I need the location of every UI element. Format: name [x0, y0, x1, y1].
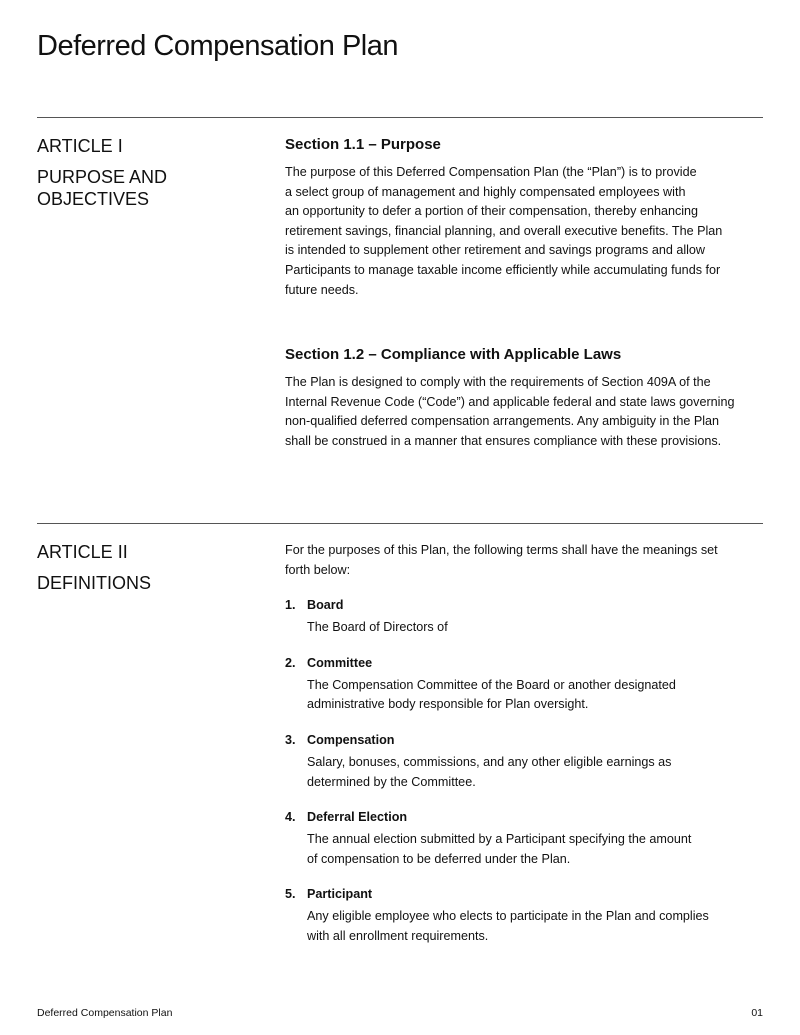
footer-title: Deferred Compensation Plan: [37, 1007, 173, 1019]
section-text: The Plan is designed to comply with the requirements of Section 409A of the Internal Revenue Code (“Code”) and applicable federal and state laws governing non-qualified deferred compensation arrangements. Any ambiguity in the Plan shall be construed in a manner that ensures compliance with these provisions.: [285, 375, 735, 448]
definition-text: The Board of Directors of: [307, 620, 448, 635]
divider: [37, 523, 763, 524]
article-name: PURPOSE AND OBJECTIVES: [37, 167, 168, 209]
divider: [37, 117, 763, 118]
section-1-2: [285, 346, 765, 451]
definition-item: [285, 733, 765, 792]
article-number: ARTICLE II: [37, 542, 128, 562]
definition-text: The annual election submitted by a Participant specifying the amount of compensation to be deferred under the Plan.: [307, 832, 692, 866]
item-number: 4.: [285, 810, 296, 825]
definition-term: Deferral Election: [307, 810, 408, 825]
article-number: ARTICLE I: [37, 136, 123, 156]
page-number: 01: [751, 1007, 763, 1019]
definition-item: [285, 887, 765, 946]
section-text: The purpose of this Deferred Compensation Plan (the “Plan”) is to provide a select group of management and highly compensated employees with an opportunity to defer a portion of their compensation, thereby enhancing retirement savings, financial planning, and overall executive benefits. The Plan is intended to supplement other retirement and savings programs and allow Participants to manage taxable income efficiently while accumulating funds for future needs.: [285, 165, 723, 297]
article-2-content: [285, 541, 765, 947]
definition-text: Any eligible employee who elects to participate in the Plan and complies with all enrollment requirements.: [307, 909, 709, 943]
definition-text: Salary, bonuses, commissions, and any other eligible earnings as determined by the Committee.: [307, 754, 672, 789]
definition-term: Committee: [307, 655, 373, 670]
definition-item: [285, 810, 765, 869]
item-number: 2.: [285, 655, 296, 670]
section-heading: Section 1.2 – Compliance with Applicable Laws: [285, 346, 622, 364]
definitions-list: [285, 598, 765, 946]
definition-text: The Compensation Committee of the Board or another designated administrative body responsible for Plan oversight.: [307, 677, 676, 712]
item-number: 5.: [285, 887, 296, 902]
article-1-content: [285, 136, 765, 452]
section-heading: Section 1.1 – Purpose: [285, 136, 441, 153]
section-1-1: [285, 136, 765, 300]
definition-term: Participant: [307, 887, 373, 902]
definition-term: Board: [307, 598, 344, 613]
definition-item: [285, 598, 765, 638]
article-name: DEFINITIONS: [37, 573, 152, 593]
definitions-intro: For the purposes of this Plan, the following terms shall have the meanings set forth below:: [285, 543, 718, 577]
document-title: Deferred Compensation Plan: [37, 30, 398, 62]
item-number: 1.: [285, 598, 296, 613]
item-number: 3.: [285, 732, 296, 747]
definition-item: [285, 656, 765, 715]
definition-term: Compensation: [307, 732, 395, 747]
